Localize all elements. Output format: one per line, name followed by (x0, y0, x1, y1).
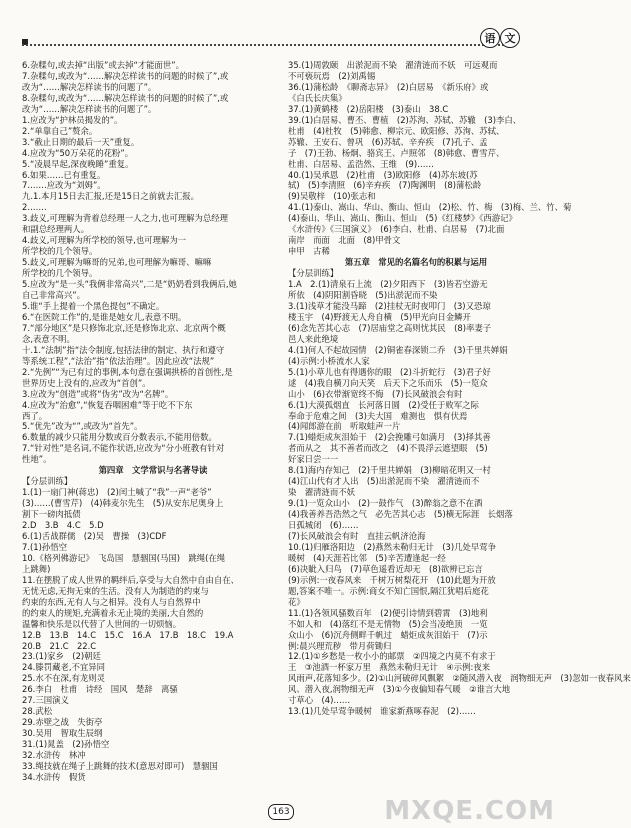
left-text-line: 九.1.本月15日去汇报,还是15日之前就去汇报。 (22, 191, 200, 202)
left-text-line: 26.李白 杜甫 诗经 国风 楚辞 离骚 (22, 684, 178, 695)
left-column (22, 60, 284, 783)
left-text-line: 33.绳技就在绳子上跳舞的技术(意思对即可) 慧骃国 (22, 761, 218, 771)
right-text-line: 寸草心 (4)…… (288, 695, 351, 706)
right-text-line: 苏辙、王安石、曾巩 (6)苏轼、辛弃疾 (7)孔子、孟 (288, 136, 488, 147)
left-text-line: 改为“……解决怎样读书的问题了”。 (22, 81, 157, 92)
right-text-line: 花》 (288, 596, 305, 607)
left-text-line: 性地”。 (22, 454, 52, 465)
right-text-line: (4)江山代有才人出 (5)出淤泥而不染 濯清涟而不 (288, 476, 480, 487)
watermark-text: MXQE.COM (384, 796, 555, 826)
left-text-line: 5.应改为“是一头“我俩非常高兴”,二是“奶奶看到我俩后,她 (22, 279, 237, 290)
right-text-line: 39.(1)白居易、曹丕、曹植 (2)苏洵、苏轼、苏辙 (3)李白、 (288, 114, 522, 125)
right-text-line: 日孤城闭 (6)…… (288, 520, 359, 531)
left-text-line: 2.D 3.B 4.C 5.D (22, 520, 104, 531)
right-text-line: 【分层训练】 (288, 268, 339, 279)
right-text-line: 40.(1)吴承恩 (2)杜甫 (3)欧阳修 (4)苏东坡(苏 (288, 169, 478, 180)
left-text-line: 28.武松 (22, 706, 53, 717)
left-text-line: 23.(1)家乡 (2)朝廷 (22, 651, 101, 662)
right-text-line: 10.(1)归雁洛阳边 (2)燕然未勒归无计 (3)几处早莺争 (288, 541, 497, 552)
right-text-line: 37.(1)黄鹤楼 (2)岳阳楼 (3)泰山 38.C (288, 103, 449, 114)
right-text-line: 7.(1)蜡炬成灰泪始干 (2)会挽雕弓如满月 (3)择其善 (288, 432, 491, 443)
left-text-line: 世界历史上没有的,应改为“首创”。 (22, 377, 151, 388)
left-text-line: 7.杂糅句,或改为“……解决怎样读书的问题的时候了”,或 (22, 70, 229, 81)
right-text-line: 者而从之 其不善者而改之 (4)不畏浮云遮望眼 (5) (288, 443, 488, 454)
right-text-line: 南岸 而面 北面 (8)甲骨文 (288, 235, 401, 246)
right-text-line: 邑人来此绝境 (288, 333, 339, 344)
left-text-line: 上跳舞) (22, 563, 51, 574)
left-text-line: 改为“……解决怎样读书的问题了”。 (22, 103, 157, 114)
left-text-line: 和副总经理两人。 (22, 224, 89, 235)
left-text-line: 无忧无虑,无拘无束的生活。没有人为制造的约束与 (22, 585, 209, 596)
left-text-line: 25.水不在深,有龙则灵 (22, 673, 105, 684)
right-text-line: 《水浒传》《三国演义》 (6)李白、杜甫、白居易 (7)北面 (288, 224, 505, 235)
right-text-line: 风雨声,花落知多少。(2)①山河破碎风飘絮 ②随风潜入夜 润物细无声 (3)忽如一夜春风来 (288, 673, 631, 684)
left-text-line: 5.歧义,可理解为嘛哥的兄弟,也可理解为嘛哥、嘛嘛 (22, 257, 212, 268)
right-text-line: 35.(1)周敦颐 出淤泥而不染 濯清涟而不妖 可远观而 (288, 60, 498, 70)
right-text-line: 9.(1)一览众山小 (2)一鼓作气 (3)醉翁之意不在酒 (288, 498, 483, 509)
left-text-line: 6.(1)舌战群儒 (2)吴 曹操 (3)CDF (22, 530, 167, 541)
right-text-line: (9)吴敬梓 (10)张志和 (288, 191, 376, 202)
left-text-line: 12.B 13.B 14.C 15.C 16.A 17.B 18.C 19.A (22, 629, 234, 640)
left-text-line: 27.三国演义 (22, 695, 69, 706)
right-section-heading: 第五章 常见的名篇名句的积累与运用 (344, 257, 488, 268)
right-text-line: 《白氏长庆集》 (288, 92, 347, 103)
left-text-line: 1.应改为“护林员揭发的”。 (22, 114, 123, 125)
right-text-line: 染 濯清涟而不妖 (288, 487, 355, 498)
right-text-line: 13.(1)几处早莺争暖树 谁家新燕啄春泥 (2)…… (288, 706, 476, 717)
right-column (288, 60, 631, 717)
right-text-line: 杜甫、白居易、孟浩然、王维 (9)…… (288, 158, 434, 169)
left-text-line: 3.应改为“创造”或将“伪劣”改为“名牌”。 (22, 388, 174, 399)
left-text-line: 8.杂糅句,或改为“……解决怎样读书的问题的时候了”,或 (22, 92, 229, 103)
left-text-line: 11.在摆脱了成人世界的羁绊后,享受与大自然中自由自在、 (22, 574, 239, 585)
right-text-line: 申甲 古稀 (288, 246, 330, 257)
right-text-line: (4)泰山、华山、嵩山、衡山、恒山 (5)《红楼梦》《西游记》 (288, 213, 517, 224)
right-text-line: (4)我善养吾浩然之气 必先苦其心志 (5)横无际涯 长烟落 (288, 509, 513, 520)
left-text-line: 32.水浒传 林冲 (22, 750, 86, 761)
right-text-line: 不可亵玩焉 (2)刘禹锡 (288, 70, 376, 81)
right-text-line: 12.(1)①乡愁是一枚小小的邮票 ②四境之内莫不有求于 (288, 651, 496, 662)
header-rule (22, 44, 508, 46)
left-text-line: 6.如果……已有重复。 (22, 169, 106, 180)
right-text-line: 楼玉宇 (4)野渡无人舟自横 (5)甲光向日金鳞开 (288, 311, 471, 322)
left-text-line: 4.歧义,可理解为所学校的领导,也可理解为一 (22, 235, 187, 246)
left-text-line: 念,表意不明。 (22, 333, 75, 344)
right-text-line: (6)决眦入归鸟 (7)草色遥看近却无 (8)欲辨已忘言 (288, 563, 483, 574)
left-text-line: 割下一磅肉抵债 (22, 509, 81, 520)
right-text-line: 逑 (4)我自横刀向天笑 后天下之乐而乐 (5)一览众 (288, 377, 488, 388)
right-text-line: 1.A 2.(1)清泉石上流 (2)夕阳西下 (3)皆若空游无 (288, 279, 488, 290)
right-text-line: (7)长风破浪会有时 直挂云帆济沧海 (288, 530, 426, 541)
right-text-line: 轼) (5)李清照 (6)辛弃疾 (7)陶渊明 (8)蒲松龄 (288, 180, 482, 191)
right-text-line: 奉命于危难之间 (3)夫大国 难测也 惧有伏焉 (288, 410, 468, 421)
right-text-line: (6)念先苦其心志 (7)居庙堂之高则忧其民 (8)率妻子 (288, 322, 492, 333)
subject-badge-1: 语 (480, 28, 500, 48)
left-text-line: 2.…… (22, 202, 47, 213)
right-text-line: 6.(1)大漠孤烟直 长河落日圆 (2)受任于败军之际 (288, 399, 488, 410)
right-text-line: 例:晨兴理荒秽 带月荷锄归 (288, 640, 392, 651)
right-text-line: 4.(1)何人不起故园情 (2)铜雀春深锁二乔 (3)千里共婵娟 (288, 344, 508, 355)
right-text-line: 所依 (4)阴阳割昏晓 (5)出淤泥而不染 (288, 290, 438, 301)
right-text-line: 3.(1)浅草才能没马蹄 (2)挂杖无时夜叩门 (3)又恐琼 (288, 300, 491, 311)
left-text-line: 自己非常高兴”。 (22, 290, 85, 301)
right-text-line: 好家日尝一一 (288, 454, 339, 465)
left-text-line: 约束的东西,无有人与之相异。没有人与自然界中 (22, 596, 201, 607)
right-text-line: 不如人和 (4)落红不是无情物 (5)会当凌绝顶 一览 (288, 618, 488, 629)
right-text-line: (9)示例:一夜春风来 千树万树梨花开 (10)此题为开放 (288, 574, 496, 585)
left-text-line: (3)……(曹雪芹) (4)韩麦尔先生 (5)从安东尼奥身上 (22, 498, 224, 509)
left-text-line: 6.杂糅句,或去掉“出版”或去掉“才能面世”。 (22, 60, 185, 70)
right-text-line: 众山小 (6)沉舟侧畔千帆过 蜡炬成灰泪始干 (7)示 (288, 629, 488, 640)
right-text-line: 5.(1)小草儿也有得遇你的眼 (2)斗折蛇行 (3)君子好 (288, 366, 491, 377)
left-text-line: 2.“单靠自己”赘余。 (22, 125, 98, 136)
subject-badge-2: 文 (500, 28, 520, 48)
left-text-line: 5.“凌晨早起,深夜晚睡”重复。 (22, 158, 134, 169)
right-text-line: (4)示例:小桥流水人家 (288, 355, 370, 366)
left-text-line: 温馨和快乐是以代替了人世间的一切烦恼。 (22, 618, 182, 629)
left-text-line: 3.“截止日期的最后一天”重复。 (22, 136, 140, 147)
left-text-line: 6.“在医院工作”的,是谁是她女儿,表意不明。 (22, 311, 187, 322)
left-text-line: 7.……应改为“刘姆”。 (22, 180, 106, 191)
left-text-line: 【分层训练】 (22, 476, 73, 487)
left-text-line: 24.滕罚藏老,不宜异同 (22, 662, 105, 673)
left-text-line: 1.(1)一扇门神(蒋忠) (2)闰土喊了“我”一声“老爷” (22, 487, 212, 498)
right-text-line: 36.(1)蒲松龄 《聊斋志异》 (2)白居易 《新乐府》或 (288, 81, 489, 92)
left-text-line: 5.“优先”改为“”,或改为“首先”。 (22, 421, 143, 432)
left-text-line: 7.(1)孙悟空 (22, 541, 67, 552)
left-section-heading: 第四章 文学常识与名著导读 (98, 465, 208, 476)
left-text-line: 3.歧义,可理解为背着总经理一人之力,也可理解为总经理 (22, 213, 228, 224)
right-text-line: 11.(1)各领风骚数百年 (2)便引诗情到碧霄 (3)地利 (288, 607, 488, 618)
right-text-line: 41.(1)泰山、嵩山、华山、衡山、恒山 (2)松、竹、梅 (3)梅、兰、竹、菊 (288, 202, 572, 213)
left-text-line: 的约束人的规矩,充满着永无止境的美丽,大自然的 (22, 607, 204, 618)
left-text-line: 5.谁“手上提着一个黑色提包”不确定。 (22, 300, 165, 311)
right-text-line: 杜甫 (4)杜牧 (5)韩愈、柳宗元、欧阳修、苏洵、苏轼、 (288, 125, 505, 136)
right-text-line: 风、潜入夜,润物细无声 (3)①今夜偏知春气暖 ②谁言大地 (288, 684, 511, 695)
left-text-line: 4.应改为“50万朵花的花粉”。 (22, 147, 134, 158)
left-text-line: 31.(1)晁盖 (2)孙悟空 (22, 739, 110, 750)
right-text-line: 子 (7)王勃、杨炯、骆宾王、卢照邻 (8)韩愈、曹雪芹、 (288, 147, 505, 158)
left-text-line: 所学校的几个领导。 (22, 246, 98, 257)
left-text-line: 6.数量的减少只能用分数或百分数表示,不能用倍数。 (22, 432, 217, 443)
left-text-line: 34.水浒传 假货 (22, 771, 86, 782)
left-text-line: 20.B 21.C 22.C (22, 640, 97, 651)
right-text-line: 题,答案不唯一。示例:商女不知亡国恨,隔江犹唱后庭花 (288, 585, 489, 596)
left-text-line: 等系统工程”,“法治”指“依法治理”。因此应改“法规” (22, 355, 215, 366)
left-text-line: 所学校的几个领导。 (22, 268, 98, 279)
left-text-line: 30.吴用 智取生辰纲 (22, 728, 103, 739)
left-text-line: 西了。 (22, 410, 48, 421)
left-text-line: 2.“先例”“为已有过的事例,本句意在强调拱桥的首创性,是 (22, 366, 233, 377)
page-number: 163 (268, 804, 294, 820)
right-text-line: 王 ③池酒一杯家万里 燕然未勒归无计 ④示例:夜来 (288, 662, 491, 673)
right-text-line: 暖树 (4)天涯若比邻 (5)辛苦遭逢起一经 (288, 552, 446, 563)
left-text-line: 4.应改为“治愈”,“恢复吞咽困难”等于吃不下东 (22, 399, 193, 410)
left-text-line: 7.“部分地区”是只修饰北京,还是修饰北京、北京两个概 (22, 322, 226, 333)
right-text-line: (4)闻郎游在前 听取蛙声一片 (288, 421, 401, 432)
right-text-line: 山小 (6)衣带渐宽终不悔 (7)长风破浪会有时 (288, 388, 463, 399)
left-text-line: 29.赤壁之战 失街亭 (22, 717, 103, 728)
left-text-line: 10.《格列佛游记》 飞岛国 慧骃国(马国) 跳绳(在绳 (22, 552, 226, 563)
left-text-line: 十.1.“法制”指“法令制度,包括法律的制定、执行和遵守 (22, 344, 225, 355)
right-text-line: 8.(1)海内存知己 (2)千里共婵娟 (3)柳暗花明又一村 (288, 465, 491, 476)
left-text-line: 7.“针对性”是名词,不能作状语,应改为“分小班教有针对 (22, 443, 225, 454)
